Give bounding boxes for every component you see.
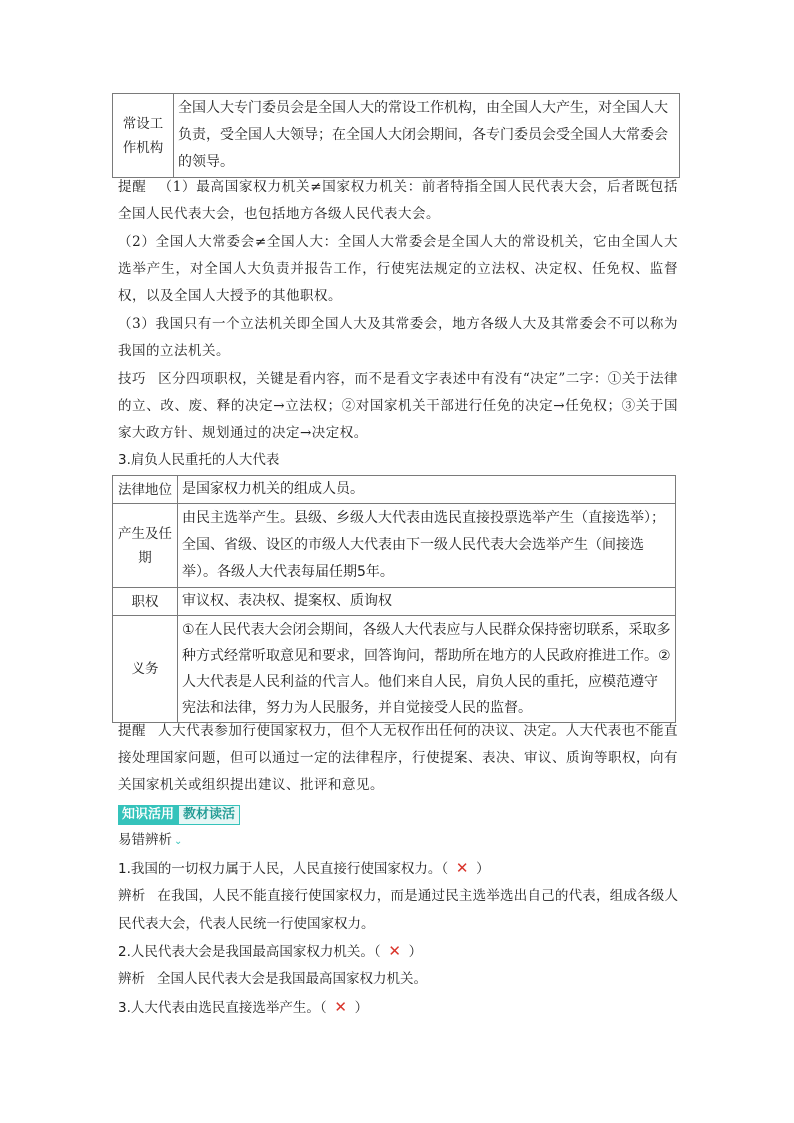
tip-label: 技巧 (118, 371, 147, 387)
tip-paragraph: 技巧 区分四项职权，关键是看内容，而不是看文字表述中有没有“决定”二字：①关于法律的立、改、废、释的决定→立法权；②对国家机关干部进行任免的决定→任免权；③关于国家大政方针、规划通过的决定→决定权。 (118, 371, 678, 441)
reminder-p1: 提醒 （1）最高国家权力机关≠国家权力机关：前者特指全国人民代表大会，后者既包括全国人民代表大会，也包括地方各级人民代表大会。 (118, 179, 678, 222)
reminder2-paragraph: 提醒 人大代表参加行使国家权力，但个人无权作出任何的决议、决定。人大代表也不能直接处理国家问题，但可以通过一定的法律程序，行使提案、表决、审议、质询等职权，向有关国家机关或组织提出建议、批评和意见。 (118, 723, 679, 793)
reminder-label: 提醒 (118, 179, 147, 195)
wrong-mark-icon: ✕ (388, 942, 401, 960)
tag-knowledge-apply: 知识活用 (118, 805, 178, 825)
wrong-mark-icon: ✕ (455, 859, 469, 877)
table-row (113, 616, 676, 723)
standing-body-table (112, 93, 680, 178)
wrong-mark-icon: ✕ (334, 998, 347, 1016)
table-cell: 全国人大专门委员会是全国人大的常设工作机构，由全国人大产生，对全国人大负责，受全国人大领导；在全国人大闭会期间，各专门委员会受全国人大常委会的领导。 (174, 94, 680, 178)
reminder-label: 提醒 (118, 723, 147, 739)
table-row-header: 义务 (113, 616, 178, 723)
table-row-header: 常设工作机构 (113, 94, 174, 178)
table-row-header: 产生及任期 (113, 504, 178, 588)
table-row (113, 504, 676, 588)
section-title: 3.肩负人民重托的人大代表 (118, 452, 280, 468)
deputy-table (112, 475, 676, 723)
question-3: 3.人大代表由选民直接选举产生。（ ✕ ） (118, 993, 678, 1022)
chevron-down-icon: ⌄ (174, 836, 183, 847)
table-row-header: 职权 (113, 588, 178, 616)
question-1: 1.我国的一切权力属于人民，人民直接行使国家权力。（ ✕ ） (118, 854, 678, 883)
analysis-2: 辨析 全国人民代表大会是我国最高国家权力机关。 (118, 971, 427, 987)
table-cell: 是国家权力机关的组成人员。 (178, 476, 676, 504)
section-tags (118, 805, 240, 825)
tag-textbook-reading: 教材读活 (178, 805, 240, 825)
reminder-p2: （2）全国人大常委会≠全国人大：全国人大常委会是全国人大的常设机关，它由全国人大选举产生，对全国人大负责并报告工作，行使宪法规定的立法权、决定权、任免权、监督权，以及全国人大授予的其他职权。 (118, 234, 678, 304)
table-row (113, 476, 676, 504)
table-row (113, 94, 680, 178)
table-row-header: 法律地位 (113, 476, 178, 504)
table-cell: 审议权、表决权、提案权、质询权 (178, 588, 676, 616)
question-2: 2.人民代表大会是我国最高国家权力机关。（ ✕ ） (118, 937, 678, 966)
table-row (113, 588, 676, 616)
table-cell: 由民主选举产生。县级、乡级人大代表由选民直接投票选举产生（直接选举）；全国、省级、设区的市级人大代表由下一级人民代表大会选举产生（间接选举）。各级人大代表每届任期5年。 (178, 504, 676, 588)
analysis-1: 辨析 在我国，人民不能直接行使国家权力，而是通过民主选举选出自己的代表，组成各级人民代表大会，代表人民统一行使国家权力。 (118, 888, 679, 932)
table-cell: ①在人民代表大会闭会期间，各级人大代表应与人民群众保持密切联系，采取多种方式经常听取意见和要求，回答询问，帮助所在地方的人民政府推进工作。②人大代表是人民利益的代言人。他们来自人民，肩负人民的重托，应模范遵守宪法和法律，努力为人民服务，并自觉接受人民的监督。 (178, 616, 676, 723)
easy-error-title: 易错辨析 ⌄ (118, 832, 183, 848)
reminder-p3: （3）我国只有一个立法机关即全国人大及其常委会，地方各级人大及其常委会不可以称为我国的立法机关。 (118, 316, 678, 359)
